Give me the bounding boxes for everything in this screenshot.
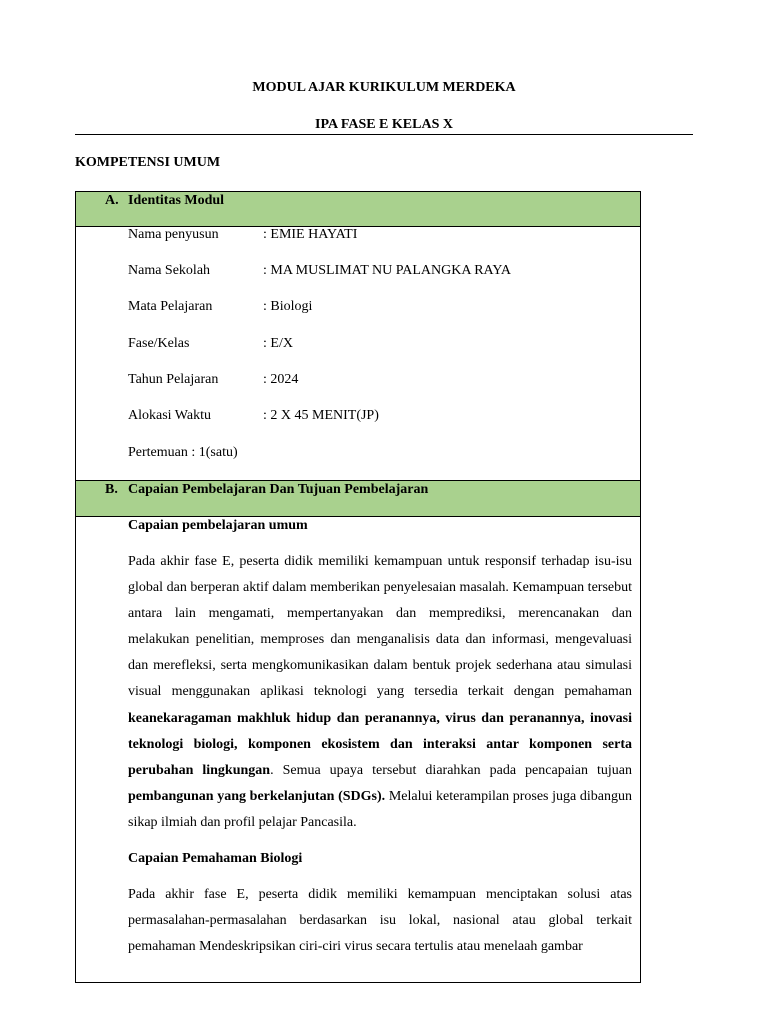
- title-underline: [75, 134, 693, 135]
- field-label: Nama penyusun: [128, 227, 219, 242]
- section-b-content: [76, 517, 640, 960]
- field-label: Nama Sekolah: [128, 263, 211, 278]
- document-subtitle: IPA FASE E KELAS X: [315, 117, 453, 132]
- paragraph-capaian-biologi: Pada akhir fase E, peserta didik memiliki kemampuan menciptakan solusi atas permasalahan-permasalahan berdasarkan isu lokal, nasional atau global terkait pemahaman Mendeskripsikan ciri-ciri virus secara tertulis atau menelaah gambar: [128, 887, 632, 955]
- field-label: Fase/Kelas: [128, 336, 190, 351]
- module-table: [75, 191, 641, 983]
- field-value: : EMIE HAYATI: [263, 227, 358, 242]
- paragraph-bold-text: keanekaragaman makhluk hidup dan peranannya, virus dan peranannya, inovasi teknologi biologi, komponen ekosistem dan interaksi antar komponen serta perubahan lingkungan: [128, 710, 632, 778]
- field-label: Alokasi Waktu: [128, 408, 211, 423]
- paragraph-text: Melalui keterampilan proses juga dibangun sikap ilmiah dan profil pelajar Pancasila.: [128, 788, 632, 830]
- section-a-title: Identitas Modul: [128, 193, 225, 208]
- field-value: : 2 X 45 MENIT(JP): [263, 408, 379, 423]
- subheading-capaian-biologi: Capaian Pemahaman Biologi: [128, 851, 303, 867]
- field-value: : 2024: [263, 372, 299, 387]
- paragraph-capaian-umum: [128, 549, 632, 836]
- field-value: : E/X: [263, 336, 293, 351]
- section-a-header: [76, 192, 640, 227]
- document-title: MODUL AJAR KURIKULUM MERDEKA: [252, 80, 516, 95]
- field-label: Tahun Pelajaran: [128, 372, 219, 387]
- section-b-title: Capaian Pembelajaran Dan Tujuan Pembelajaran: [128, 482, 429, 497]
- field-label: Mata Pelajaran: [128, 299, 213, 314]
- section-heading-kompetensi: KOMPETENSI UMUM: [75, 155, 221, 170]
- pertemuan-text: Pertemuan : 1(satu): [128, 445, 238, 460]
- section-b-header: [76, 480, 640, 517]
- section-b-letter: B.: [105, 482, 118, 497]
- identity-fields: [76, 227, 640, 480]
- paragraph-text: Pada akhir fase E, peserta didik memiliki kemampuan untuk responsif terhadap isu-isu global dan berperan aktif dalam memberikan penyelesaian masalah. Kemampuan tersebut antara lain mengamati, mempertanyakan dan memprediksi, merencanakan dan melakukan penelitian, memproses dan menganalisis data dan informasi, mengevaluasi dan merefleksi, serta mengkomunikasikan dalam bentuk projek sederhana atau simulasi visual menggunakan aplikasi teknologi yang tersedia terkait dengan pemahaman: [128, 554, 632, 700]
- paragraph-bold-text: pembangunan yang berkelanjutan (SDGs).: [128, 788, 386, 804]
- section-a-letter: A.: [105, 193, 119, 208]
- paragraph-text: . Semua upaya tersebut diarahkan pada pencapaian tujuan: [270, 762, 632, 778]
- field-value: : Biologi: [263, 299, 313, 314]
- field-value: : MA MUSLIMAT NU PALANGKA RAYA: [263, 263, 512, 278]
- subheading-capaian-umum: Capaian pembelajaran umum: [128, 518, 308, 533]
